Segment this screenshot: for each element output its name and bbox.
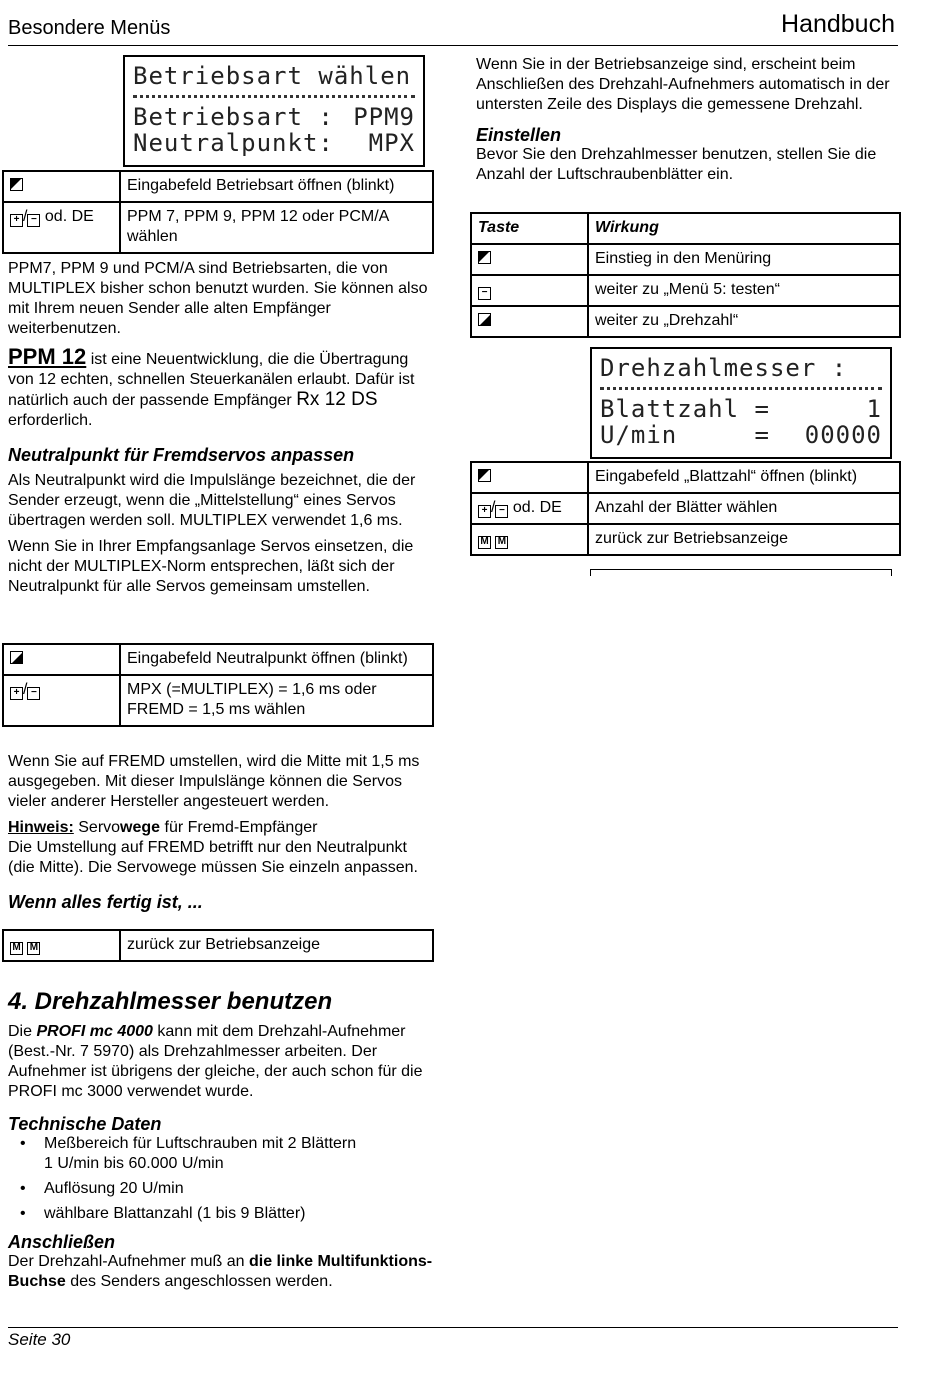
heading-connect: Anschließen xyxy=(8,1232,116,1252)
running-header-left: Besondere Menüs xyxy=(8,17,171,39)
lcd-row2-value: 00000 xyxy=(804,421,882,449)
key-enter-alt-icon xyxy=(478,313,491,326)
table-menu xyxy=(470,212,901,338)
paragraph-text: kann mit dem Drehzahl-Aufnehmer (Best.-Nr. 7 5970) als Drehzahlmesser arbeiten. Der Aufnehmer ist übrigens der gleiche, der auch schon für die PROFI mc 3000 verwendet wurde. xyxy=(8,1023,423,1100)
list-item: • Meßbereich für Luftschrauben mit 2 Blättern 1 U/min bis 60.000 U/min xyxy=(8,1134,433,1174)
lcd-row1-label: Blattzahl = xyxy=(600,395,770,423)
table-row xyxy=(471,524,900,555)
heading-einstellen: Einstellen xyxy=(476,125,562,145)
section-heading: 4. Drehzahlmesser benutzen xyxy=(8,988,333,1015)
table-cell: weiter zu „Menü 5: testen“ xyxy=(588,275,900,306)
table-cell: weiter zu „Drehzahl“ xyxy=(588,306,900,337)
key-plus-icon: + xyxy=(10,214,23,227)
key-m-icon: M xyxy=(495,536,508,549)
table-row xyxy=(471,244,900,275)
ppm12-label: PPM 12 xyxy=(8,344,87,369)
lcd-row2-label: Neutralpunkt: xyxy=(133,129,334,157)
table-row xyxy=(471,462,900,493)
key-minus-icon: − xyxy=(27,687,40,700)
left-text-block-3 xyxy=(8,988,433,1292)
left-text-block-2 xyxy=(8,752,433,912)
lcd-row1-value: 1 xyxy=(866,395,882,423)
footer-rule xyxy=(8,1327,898,1328)
table-cell: zurück zur Betriebsanzeige xyxy=(588,524,900,555)
lcd-separator xyxy=(133,95,415,98)
lcd-row1-value: PPM9 xyxy=(353,103,415,131)
hint-text: für Fremd-Empfänger xyxy=(160,819,318,836)
list-item: • wählbare Blattanzahl (1 bis 9 Blätter) xyxy=(8,1204,433,1224)
left-text-block-1 xyxy=(8,259,433,597)
header-rule xyxy=(8,45,898,46)
key-minus-icon: − xyxy=(495,505,508,518)
key-minus-icon: − xyxy=(27,214,40,227)
hint-text: Servo xyxy=(73,819,121,836)
lcd-row2-value: MPX xyxy=(368,129,415,157)
right-text-block-1 xyxy=(476,55,901,185)
heading-tech: Technische Daten xyxy=(8,1114,162,1134)
table-row: + / − MPX (=MULTIPLEX) = 1,6 ms oder FREMD = 1,5 ms wählen xyxy=(3,675,433,726)
hint-text-bold: wege xyxy=(120,819,161,836)
table-row: + / − od. DE PPM 7, PPM 9, PPM 12 oder PCM/A wählen xyxy=(3,202,433,253)
key-enter-icon xyxy=(478,251,491,264)
key-suffix: od. DE xyxy=(508,499,562,516)
table-cell: Anzahl der Blätter wählen xyxy=(588,493,900,524)
key-m-icon: M xyxy=(10,942,23,955)
table-row xyxy=(471,306,900,337)
table-betriebsart xyxy=(2,170,434,254)
table-row xyxy=(471,275,900,306)
key-plus-icon: + xyxy=(478,505,491,518)
lcd-betriebsart xyxy=(123,55,425,167)
paragraph: Bevor Sie den Drehzahlmesser benutzen, stellen Sie die Anzahl der Luftschraubenblätter ein. xyxy=(476,146,877,183)
table-row xyxy=(3,644,433,675)
paragraph xyxy=(8,1022,433,1102)
paragraph-text: erforderlich. xyxy=(8,412,93,429)
lcd-drehzahlmesser xyxy=(590,347,892,459)
table-done xyxy=(2,929,434,962)
heading-neutralpunkt: Neutralpunkt für Fremdservos anpassen xyxy=(8,445,355,465)
table-cell: Eingabefeld Neutralpunkt öffnen (blinkt) xyxy=(120,644,433,675)
running-header-right: Handbuch xyxy=(781,10,895,38)
key-m-icon: M xyxy=(478,536,491,549)
paragraph: PPM7, PPM 9 und PCM/A sind Betriebsarten, die von MULTIPLEX bisher schon benutzt wurden. Sie können also mit Ihrem neuen Sender alle alten Empfänger weiterbenutzen. xyxy=(8,260,428,337)
table-row: + / − od. DE Anzahl der Blätter wählen xyxy=(471,493,900,524)
paragraph: Wenn Sie in der Betriebsanzeige sind, erscheint beim Anschließen des Drehzahl-Aufnehmers automatisch in der untersten Zeile des Displays die gemessene Drehzahl. xyxy=(476,56,890,113)
lcd-separator xyxy=(600,387,882,390)
hint-label: Hinweis: xyxy=(8,819,74,836)
paragraph-text: ist eine Neuentwicklung, die die Übertragung von 12 echten, schnellen Steuerkanälen erlaubt. Dafür ist natürlich auch der passende Empfänger xyxy=(8,351,415,409)
paragraph-text: Der Drehzahl-Aufnehmer muß an xyxy=(8,1253,249,1270)
heading-done: Wenn alles fertig ist, ... xyxy=(8,892,203,912)
key-enter-alt-icon xyxy=(10,651,23,664)
column-header-effect: Wirkung xyxy=(595,219,659,236)
lcd-title: Betriebsart wählen xyxy=(133,62,412,90)
product-name: PROFI mc 4000 xyxy=(36,1023,153,1040)
key-minus-icon: − xyxy=(478,287,491,300)
paragraph-ppm12 xyxy=(8,344,433,431)
key-enter-icon xyxy=(478,469,491,482)
rx-label: Rx 12 DS xyxy=(296,389,378,410)
table-cell: Einstieg in den Menüring xyxy=(588,244,900,275)
table-cell: MPX (=MULTIPLEX) = 1,6 ms oder FREMD = 1,5 ms wählen xyxy=(120,675,433,726)
key-enter-icon xyxy=(10,178,23,191)
table-row xyxy=(3,930,433,961)
hint-line xyxy=(8,818,433,838)
key-suffix: od. DE xyxy=(40,208,94,225)
key-plus-icon: + xyxy=(10,687,23,700)
lcd-row2-label: U/min = xyxy=(600,421,770,449)
list-item: • Auflösung 20 U/min xyxy=(8,1179,433,1199)
paragraph-text: des Senders angeschlossen werden. xyxy=(65,1273,333,1290)
paragraph: Die Umstellung auf FREMD betrifft nur den Neutralpunkt (die Mitte). Die Servowege müssen Sie einzeln anpassen. xyxy=(8,839,418,876)
table-cell: PPM 7, PPM 9, PPM 12 oder PCM/A wählen xyxy=(120,202,433,253)
key-m-icon: M xyxy=(27,942,40,955)
table-header-row xyxy=(471,213,900,244)
tech-list xyxy=(8,1134,433,1224)
paragraph xyxy=(8,1252,433,1292)
display-frame-fragment xyxy=(590,569,892,576)
paragraph-text: Die xyxy=(8,1023,37,1040)
table-blattzahl xyxy=(470,461,901,556)
paragraph-bold: die linke Multifunktions-Buchse xyxy=(8,1253,433,1290)
table-cell: zurück zur Betriebsanzeige xyxy=(120,930,433,961)
paragraph: Als Neutralpunkt wird die Impulslänge bezeichnet, die der Sender erzeugt, wenn die „Mittelstellung“ eines Servos übertragen werden soll. MULTIPLEX verwendet 1,6 ms. xyxy=(8,472,416,529)
paragraph: Wenn Sie in Ihrer Empfangsanlage Servos einsetzen, die nicht der MULTIPLEX-Norm entsprechen, läßt sich der Neutralpunkt für alle Servos gemeinsam umstellen. xyxy=(8,538,414,595)
lcd-row1-label: Betriebsart : xyxy=(133,103,334,131)
table-row xyxy=(3,171,433,202)
column-header-key: Taste xyxy=(478,219,520,236)
lcd-title: Drehzahlmesser : xyxy=(600,354,848,382)
table-neutralpunkt xyxy=(2,643,434,727)
paragraph: Wenn Sie auf FREMD umstellen, wird die Mitte mit 1,5 ms ausgegeben. Mit dieser Impulslänge können die Servos vieler anderer Hersteller angesteuert werden. xyxy=(8,753,420,810)
page-number: Seite 30 xyxy=(8,1330,71,1349)
table-cell: Eingabefeld „Blattzahl“ öffnen (blinkt) xyxy=(588,462,900,493)
table-cell: Eingabefeld Betriebsart öffnen (blinkt) xyxy=(120,171,433,202)
